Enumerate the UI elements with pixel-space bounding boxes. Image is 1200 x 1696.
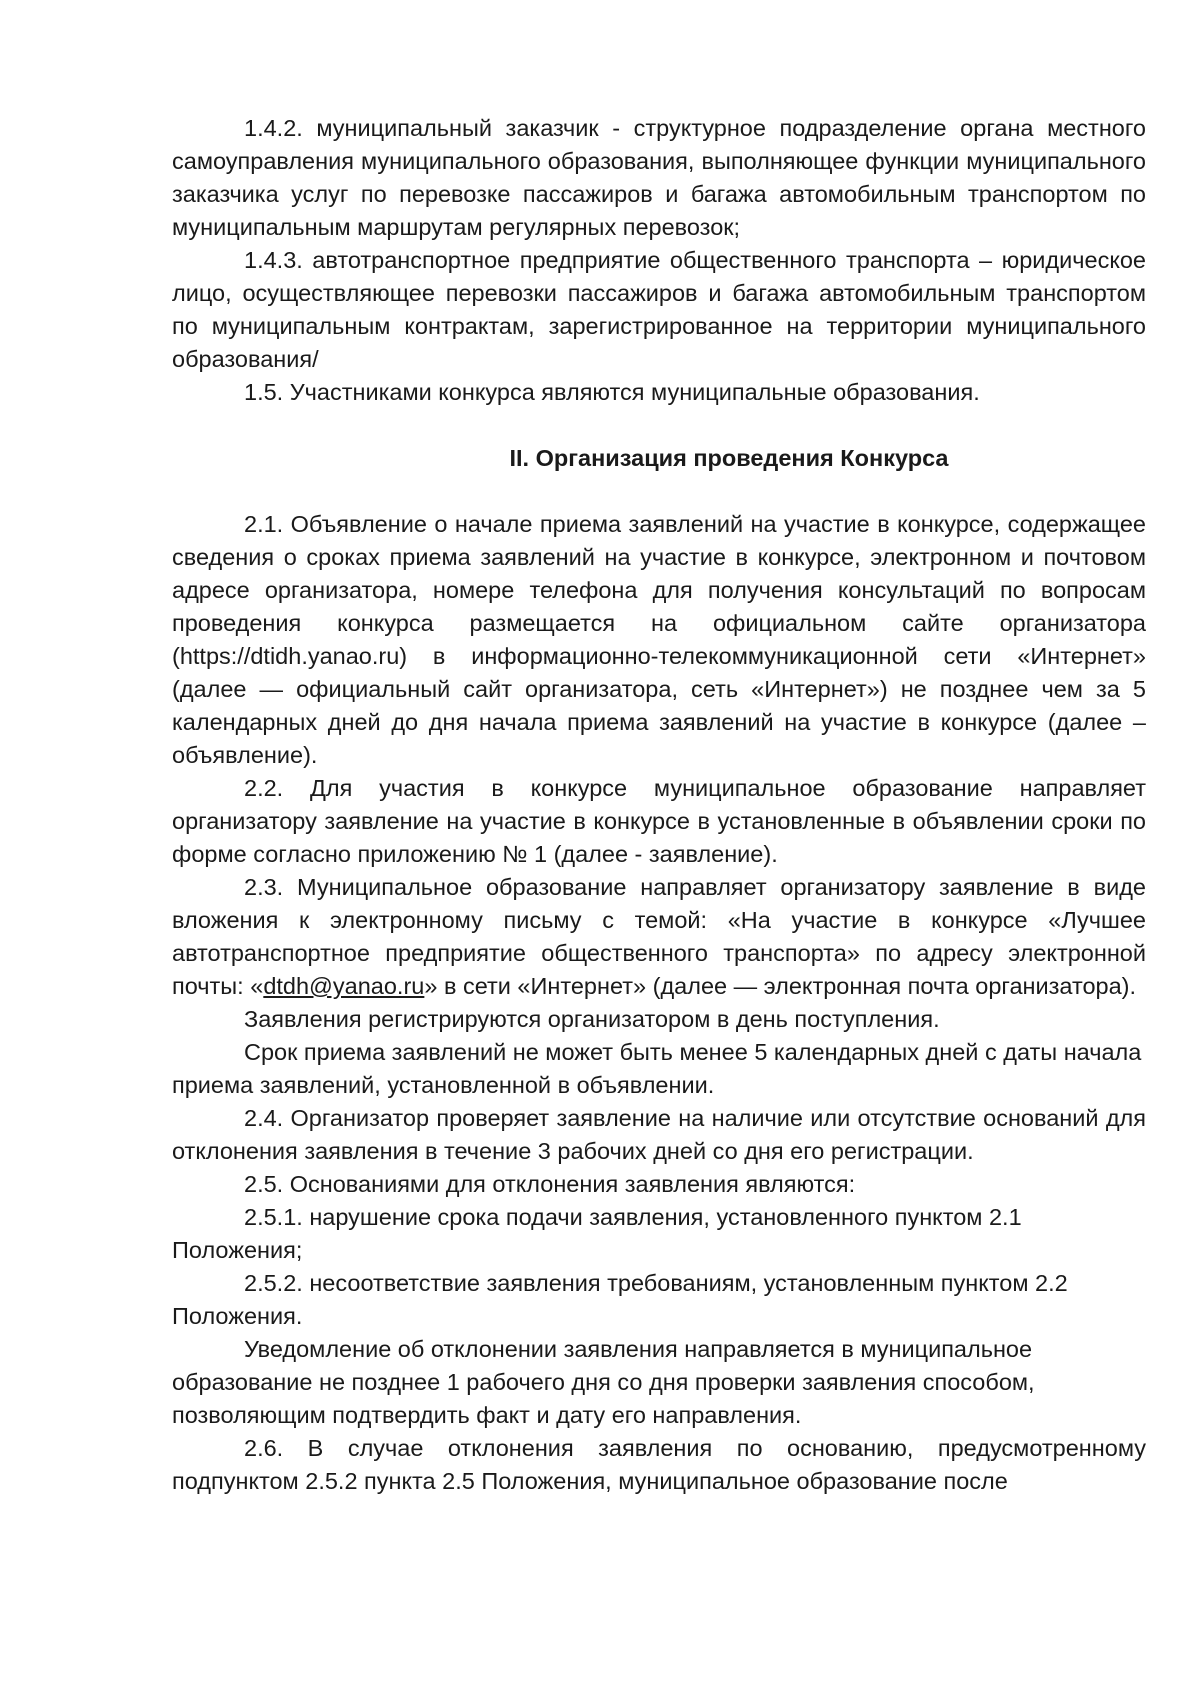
email-link[interactable]: dtdh@yanao.ru: [263, 973, 425, 999]
paragraph-1-5: 1.5. Участниками конкурса являются муниципальные образования.: [244, 379, 980, 405]
paragraph-2-3-text-before: 2.3. Муниципальное образование направляет организатору заявление в виде вложения к электронному письму с темой: «На участие в конкурсе «Лучшее автотранспортное предприятие общественного транспорта» по адресу электронной почты: «: [172, 874, 1146, 999]
paragraph-2-4: 2.4. Организатор проверяет заявление на наличие или отсутствие оснований для отклонения заявления в течение 3 рабочих дней со дня его регистрации.: [172, 1105, 1146, 1164]
paragraph-2-3: [172, 871, 1146, 1003]
paragraph-2-5: 2.5. Основаниями для отклонения заявления являются:: [244, 1171, 856, 1197]
paragraph-2-2: 2.2. Для участия в конкурсе муниципальное образование направляет организатору заявление на участие в конкурсе в установленные в объявлении сроки по форме согласно приложению № 1 (далее - заявление).: [172, 775, 1146, 867]
paragraph-2-6: 2.6. В случае отклонения заявления по основанию, предусмотренному подпунктом 2.5.2 пункта 2.5 Положения, муниципальное образование после: [172, 1435, 1146, 1494]
paragraph-rejection-notice: Уведомление об отклонении заявления направляется в муниципальное образование не позднее 1 рабочего дня со дня проверки заявления способом, позволяющим подтвердить факт и дату его направления.: [172, 1336, 1035, 1428]
paragraph-1-4-3: 1.4.3. автотранспортное предприятие общественного транспорта – юридическое лицо, осуществляющее перевозки пассажиров и багажа автомобильным транспортом по муниципальным контрактам, зарегистрированное на территории муниципального образования/: [172, 247, 1146, 372]
paragraph-registration: Заявления регистрируются организатором в день поступления.: [244, 1006, 940, 1032]
section-heading: II. Организация проведения Конкурса: [509, 445, 949, 471]
paragraph-2-5-2: 2.5.2. несоответствие заявления требованиям, установленным пунктом 2.2 Положения.: [172, 1270, 1068, 1329]
paragraph-1-4-2: 1.4.2. муниципальный заказчик - структурное подразделение органа местного самоуправления муниципального образования, выполняющее функции муниципального заказчика услуг по перевозке пассажиров и багажа автомобильным транспортом по муниципальным маршрутам регулярных перевозок;: [172, 115, 1146, 240]
document-page: [172, 112, 1146, 1498]
paragraph-term: Срок приема заявлений не может быть менее 5 календарных дней с даты начала приема заявлений, установленной в объявлении.: [172, 1039, 1142, 1098]
paragraph-2-3-text-after: » в сети «Интернет» (далее — электронная почта организатора).: [424, 973, 1137, 999]
paragraph-2-1: 2.1. Объявление о начале приема заявлений на участие в конкурсе, содержащее сведения о сроках приема заявлений на участие в конкурсе, электронном и почтовом адресе организатора, номере телефона для получения консультаций по вопросам проведения конкурса размещается на официальном сайте организатора (https://dtidh.yanao.ru) в информационно-телекоммуникационной сети «Интернет» (далее — официальный сайт организатора, сеть «Интернет») не позднее чем за 5 календарных дней до дня начала приема заявлений на участие в конкурсе (далее – объявление).: [172, 511, 1146, 768]
paragraph-2-5-1: 2.5.1. нарушение срока подачи заявления, установленного пунктом 2.1 Положения;: [172, 1204, 1022, 1263]
